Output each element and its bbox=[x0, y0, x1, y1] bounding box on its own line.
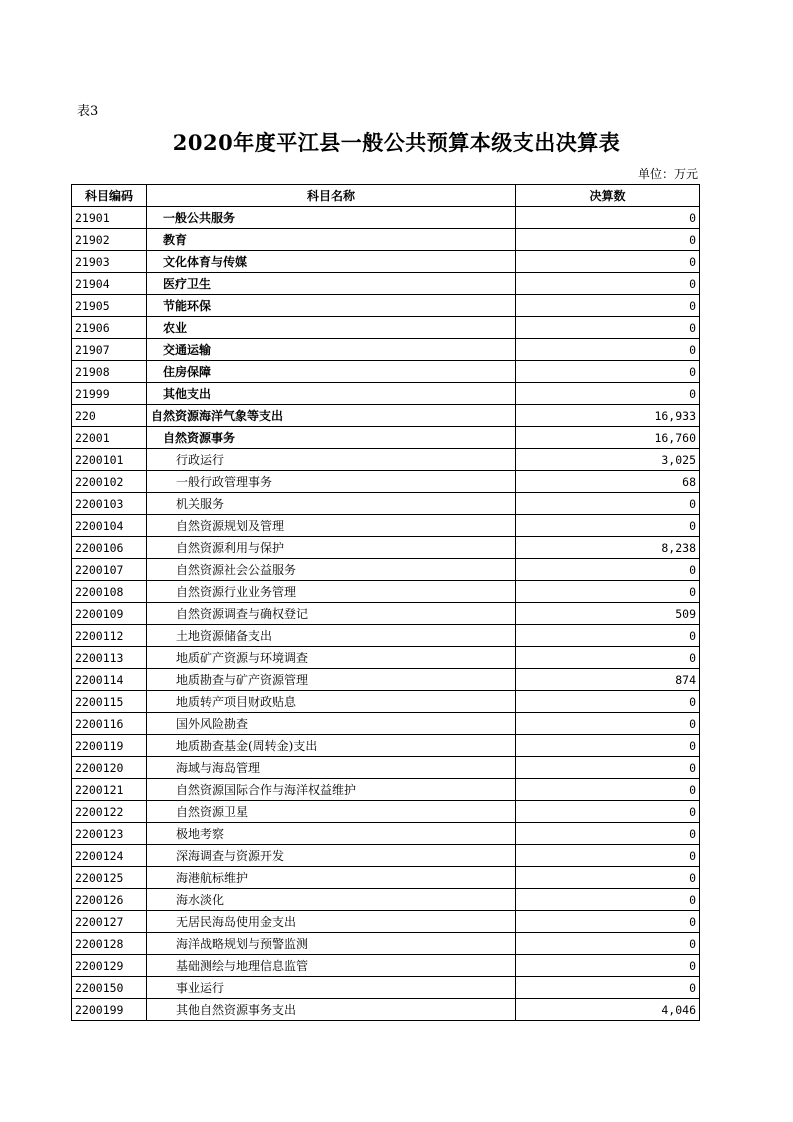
table-row bbox=[72, 845, 700, 867]
row-name: 自然资源国际合作与海洋权益维护 bbox=[147, 779, 516, 801]
row-name: 医疗卫生 bbox=[147, 273, 516, 295]
row-amount: 0 bbox=[516, 845, 700, 867]
table-row bbox=[72, 889, 700, 911]
row-name: 住房保障 bbox=[147, 361, 516, 383]
row-code: 2200101 bbox=[72, 449, 147, 471]
row-amount: 0 bbox=[516, 361, 700, 383]
header-name: 科目名称 bbox=[147, 185, 516, 207]
row-name: 地质勘查与矿产资源管理 bbox=[147, 669, 516, 691]
row-name: 自然资源调查与确权登记 bbox=[147, 603, 516, 625]
row-name: 行政运行 bbox=[147, 449, 516, 471]
header-amount: 决算数 bbox=[516, 185, 700, 207]
table-header bbox=[72, 185, 700, 207]
row-amount: 0 bbox=[516, 317, 700, 339]
row-name: 地质转产项目财政贴息 bbox=[147, 691, 516, 713]
row-name: 海域与海岛管理 bbox=[147, 757, 516, 779]
row-name: 文化体育与传媒 bbox=[147, 251, 516, 273]
row-code: 22001 bbox=[72, 427, 147, 449]
row-name: 地质勘查基金(周转金)支出 bbox=[147, 735, 516, 757]
row-name: 交通运输 bbox=[147, 339, 516, 361]
row-name: 自然资源事务 bbox=[147, 427, 516, 449]
row-amount: 0 bbox=[516, 515, 700, 537]
table-row bbox=[72, 515, 700, 537]
row-code: 2200102 bbox=[72, 471, 147, 493]
table-row bbox=[72, 779, 700, 801]
row-amount: 8,238 bbox=[516, 537, 700, 559]
row-amount: 16,760 bbox=[516, 427, 700, 449]
row-code: 2200121 bbox=[72, 779, 147, 801]
row-name: 国外风险勘查 bbox=[147, 713, 516, 735]
row-code: 2200126 bbox=[72, 889, 147, 911]
table-row bbox=[72, 449, 700, 471]
row-code: 220 bbox=[72, 405, 147, 427]
row-amount: 0 bbox=[516, 867, 700, 889]
row-code: 21999 bbox=[72, 383, 147, 405]
row-code: 2200125 bbox=[72, 867, 147, 889]
row-code: 21907 bbox=[72, 339, 147, 361]
row-code: 21904 bbox=[72, 273, 147, 295]
row-code: 2200104 bbox=[72, 515, 147, 537]
row-code: 21908 bbox=[72, 361, 147, 383]
row-amount: 509 bbox=[516, 603, 700, 625]
row-code: 2200106 bbox=[72, 537, 147, 559]
table-row bbox=[72, 405, 700, 427]
row-amount: 3,025 bbox=[516, 449, 700, 471]
row-code: 2200124 bbox=[72, 845, 147, 867]
row-name: 自然资源社会公益服务 bbox=[147, 559, 516, 581]
row-amount: 0 bbox=[516, 691, 700, 713]
row-amount: 0 bbox=[516, 977, 700, 999]
table-row bbox=[72, 625, 700, 647]
row-amount: 0 bbox=[516, 229, 700, 251]
row-name: 深海调查与资源开发 bbox=[147, 845, 516, 867]
table-row bbox=[72, 647, 700, 669]
row-amount: 0 bbox=[516, 801, 700, 823]
row-amount: 0 bbox=[516, 493, 700, 515]
table-row bbox=[72, 955, 700, 977]
row-amount: 0 bbox=[516, 713, 700, 735]
row-amount: 0 bbox=[516, 383, 700, 405]
row-name: 机关服务 bbox=[147, 493, 516, 515]
row-name: 节能环保 bbox=[147, 295, 516, 317]
table-row bbox=[72, 691, 700, 713]
row-name: 地质矿产资源与环境调查 bbox=[147, 647, 516, 669]
row-amount: 0 bbox=[516, 955, 700, 977]
row-amount: 0 bbox=[516, 251, 700, 273]
row-code: 21902 bbox=[72, 229, 147, 251]
row-amount: 0 bbox=[516, 207, 700, 229]
row-amount: 0 bbox=[516, 339, 700, 361]
row-amount: 0 bbox=[516, 735, 700, 757]
row-name: 农业 bbox=[147, 317, 516, 339]
page-title: 2020年度平江县一般公共预算本级支出决算表 bbox=[172, 130, 621, 155]
row-code: 2200103 bbox=[72, 493, 147, 515]
row-code: 21906 bbox=[72, 317, 147, 339]
unit-label: 单位：万元 bbox=[637, 167, 698, 181]
table-number-label: 表3 bbox=[77, 104, 99, 119]
table-row bbox=[72, 867, 700, 889]
row-code: 2200123 bbox=[72, 823, 147, 845]
table-row bbox=[72, 427, 700, 449]
table-body bbox=[72, 207, 700, 1021]
row-name: 极地考察 bbox=[147, 823, 516, 845]
row-name: 其他自然资源事务支出 bbox=[147, 999, 516, 1021]
row-name: 一般公共服务 bbox=[147, 207, 516, 229]
row-amount: 874 bbox=[516, 669, 700, 691]
row-amount: 0 bbox=[516, 273, 700, 295]
table-row bbox=[72, 229, 700, 251]
row-code: 2200114 bbox=[72, 669, 147, 691]
row-name: 自然资源行业业务管理 bbox=[147, 581, 516, 603]
row-name: 土地资源储备支出 bbox=[147, 625, 516, 647]
budget-table bbox=[71, 184, 700, 1021]
table-row bbox=[72, 933, 700, 955]
table-row bbox=[72, 735, 700, 757]
row-code: 21903 bbox=[72, 251, 147, 273]
row-amount: 0 bbox=[516, 757, 700, 779]
row-name: 一般行政管理事务 bbox=[147, 471, 516, 493]
row-name: 其他支出 bbox=[147, 383, 516, 405]
table-row bbox=[72, 977, 700, 999]
table-row bbox=[72, 537, 700, 559]
row-name: 海洋战略规划与预警监测 bbox=[147, 933, 516, 955]
row-amount: 0 bbox=[516, 295, 700, 317]
row-code: 2200199 bbox=[72, 999, 147, 1021]
table-row bbox=[72, 823, 700, 845]
table-row bbox=[72, 339, 700, 361]
row-amount: 0 bbox=[516, 581, 700, 603]
table-row bbox=[72, 207, 700, 229]
row-code: 2200109 bbox=[72, 603, 147, 625]
table-row bbox=[72, 603, 700, 625]
row-name: 自然资源利用与保护 bbox=[147, 537, 516, 559]
row-amount: 0 bbox=[516, 889, 700, 911]
row-name: 自然资源规划及管理 bbox=[147, 515, 516, 537]
table-row bbox=[72, 581, 700, 603]
row-code: 2200129 bbox=[72, 955, 147, 977]
table-row bbox=[72, 493, 700, 515]
row-code: 21901 bbox=[72, 207, 147, 229]
row-name: 事业运行 bbox=[147, 977, 516, 999]
table-row bbox=[72, 669, 700, 691]
table-row bbox=[72, 361, 700, 383]
row-code: 2200113 bbox=[72, 647, 147, 669]
row-amount: 0 bbox=[516, 559, 700, 581]
header-code: 科目编码 bbox=[72, 185, 147, 207]
row-code: 2200107 bbox=[72, 559, 147, 581]
row-name: 自然资源海洋气象等支出 bbox=[147, 405, 516, 427]
table-row bbox=[72, 801, 700, 823]
row-code: 21905 bbox=[72, 295, 147, 317]
row-amount: 4,046 bbox=[516, 999, 700, 1021]
row-code: 2200128 bbox=[72, 933, 147, 955]
table-row bbox=[72, 295, 700, 317]
table-row bbox=[72, 713, 700, 735]
row-code: 2200112 bbox=[72, 625, 147, 647]
row-name: 基础测绘与地理信息监管 bbox=[147, 955, 516, 977]
row-code: 2200120 bbox=[72, 757, 147, 779]
row-name: 海水淡化 bbox=[147, 889, 516, 911]
row-name: 海港航标维护 bbox=[147, 867, 516, 889]
row-name: 自然资源卫星 bbox=[147, 801, 516, 823]
table-row bbox=[72, 273, 700, 295]
table-row bbox=[72, 559, 700, 581]
row-code: 2200108 bbox=[72, 581, 147, 603]
row-amount: 68 bbox=[516, 471, 700, 493]
row-code: 2200127 bbox=[72, 911, 147, 933]
row-amount: 16,933 bbox=[516, 405, 700, 427]
table-row bbox=[72, 317, 700, 339]
table-row bbox=[72, 999, 700, 1021]
row-amount: 0 bbox=[516, 779, 700, 801]
row-amount: 0 bbox=[516, 625, 700, 647]
row-code: 2200116 bbox=[72, 713, 147, 735]
table-row bbox=[72, 471, 700, 493]
row-code: 2200122 bbox=[72, 801, 147, 823]
row-name: 无居民海岛使用金支出 bbox=[147, 911, 516, 933]
row-code: 2200119 bbox=[72, 735, 147, 757]
row-code: 2200150 bbox=[72, 977, 147, 999]
table-row bbox=[72, 757, 700, 779]
table-row bbox=[72, 911, 700, 933]
row-name: 教育 bbox=[147, 229, 516, 251]
row-amount: 0 bbox=[516, 911, 700, 933]
table-row bbox=[72, 383, 700, 405]
header-row bbox=[72, 185, 700, 207]
row-amount: 0 bbox=[516, 933, 700, 955]
row-amount: 0 bbox=[516, 647, 700, 669]
table-row bbox=[72, 251, 700, 273]
row-amount: 0 bbox=[516, 823, 700, 845]
row-code: 2200115 bbox=[72, 691, 147, 713]
